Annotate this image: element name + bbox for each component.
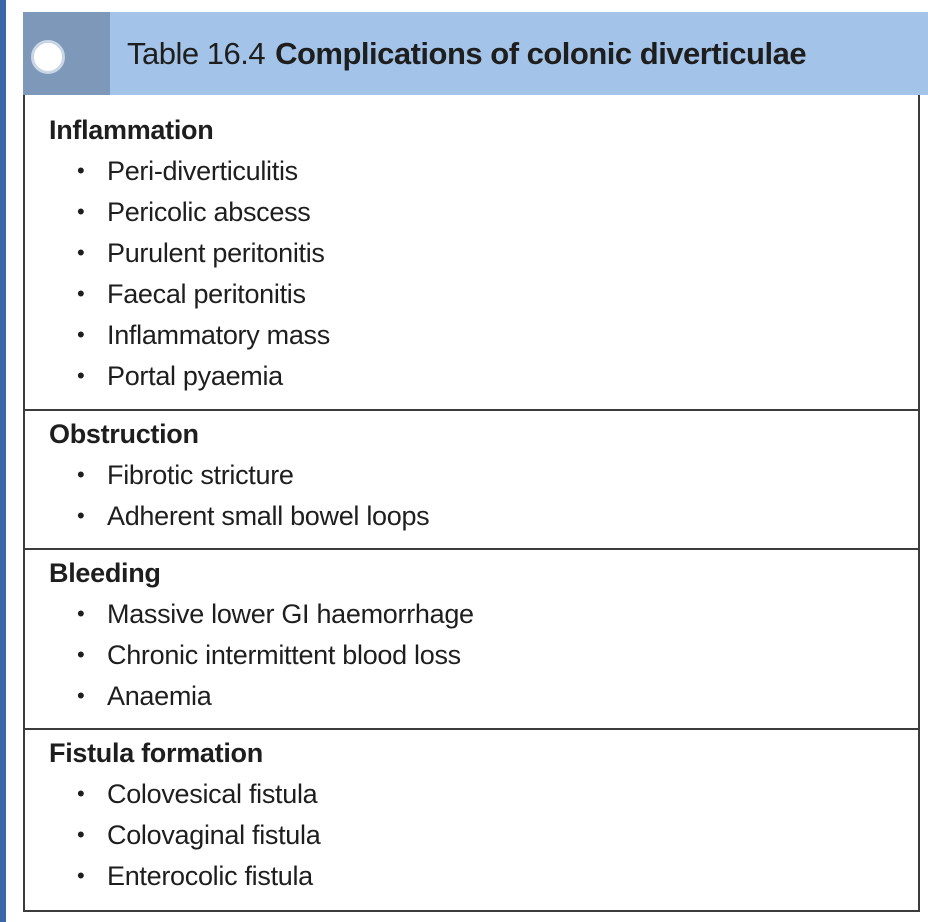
- list-item: • Peri-diverticulitis: [77, 156, 298, 186]
- bullet-icon: •: [77, 281, 85, 306]
- list-item: • Chronic intermittent blood loss: [77, 640, 461, 670]
- bullet-icon: •: [77, 642, 85, 667]
- list-item: • Massive lower GI haemorrhage: [77, 599, 474, 629]
- list-item: • Portal pyaemia: [77, 361, 283, 391]
- bullet-icon: •: [77, 158, 85, 183]
- bullet-icon: •: [77, 199, 85, 224]
- list-item: • Inflammatory mass: [77, 320, 330, 350]
- table-caption: Complications of colonic diverticulae: [275, 36, 807, 71]
- bullet-icon: •: [77, 601, 85, 626]
- bullet-icon: •: [77, 363, 85, 388]
- bullet-icon: •: [77, 863, 85, 888]
- table-header: [23, 12, 928, 95]
- header-accent-block: [23, 12, 110, 95]
- bullet-icon: •: [77, 781, 85, 806]
- bullet-icon: •: [77, 683, 85, 708]
- section-inflammation: [25, 95, 918, 411]
- bullet-icon: •: [77, 240, 85, 265]
- section-bleeding: [25, 550, 918, 730]
- table-body: [23, 95, 920, 912]
- circle-icon: [31, 40, 65, 74]
- bullet-icon: •: [77, 503, 85, 528]
- left-edge-bar: [0, 0, 6, 922]
- section-heading: Fistula formation: [49, 738, 263, 768]
- list-item: • Colovaginal fistula: [77, 820, 321, 850]
- list-item: • Adherent small bowel loops: [77, 501, 430, 531]
- table-number: Table 16.4: [127, 36, 266, 71]
- list-item: • Faecal peritonitis: [77, 279, 306, 309]
- list-item: • Purulent peritonitis: [77, 238, 325, 268]
- list-item: • Colovesical fistula: [77, 779, 318, 809]
- list-item: • Pericolic abscess: [77, 197, 311, 227]
- bullet-icon: •: [77, 822, 85, 847]
- section-obstruction: [25, 411, 918, 550]
- table-title: [127, 36, 806, 72]
- section-heading: Bleeding: [49, 558, 161, 588]
- section-heading: Obstruction: [49, 419, 199, 449]
- section-heading: Inflammation: [49, 115, 214, 145]
- bullet-icon: •: [77, 322, 85, 347]
- list-item: • Anaemia: [77, 681, 212, 711]
- list-item: • Fibrotic stricture: [77, 460, 294, 490]
- list-item: • Enterocolic fistula: [77, 861, 313, 891]
- bullet-icon: •: [77, 462, 85, 487]
- section-fistula-formation: [25, 730, 918, 910]
